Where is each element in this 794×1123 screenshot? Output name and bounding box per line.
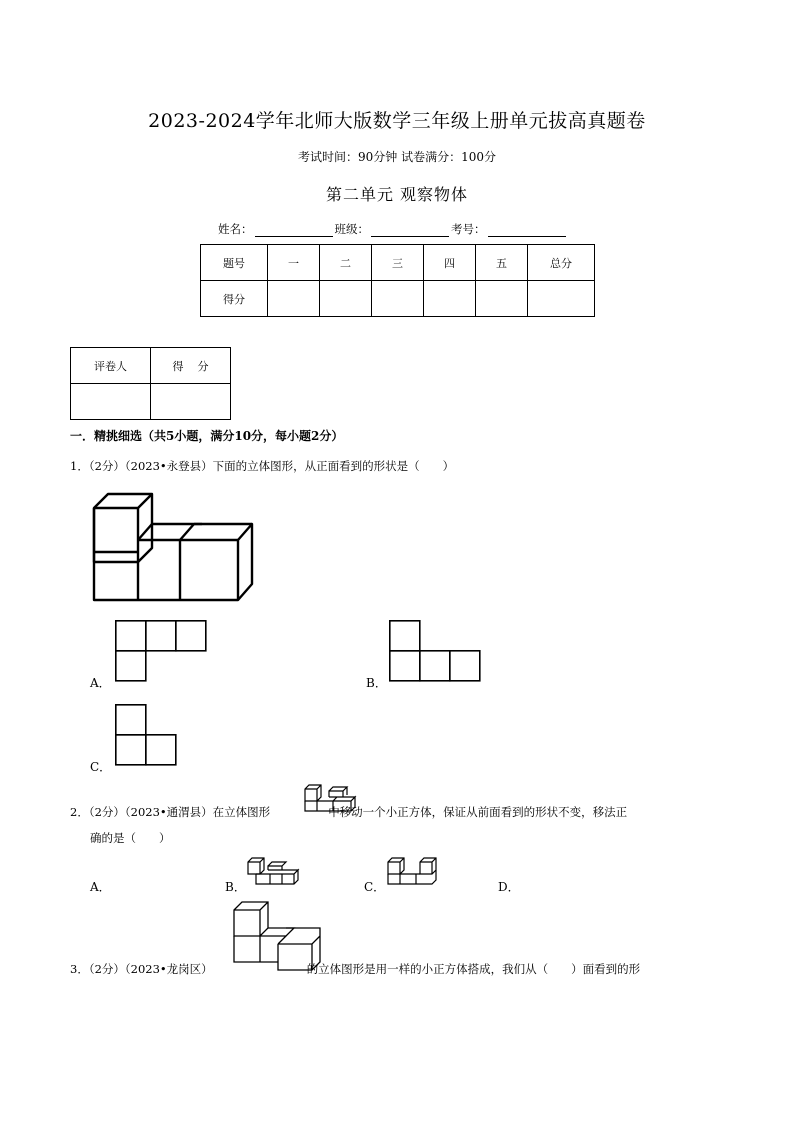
name-blank[interactable] [255, 224, 333, 237]
score-cell[interactable] [320, 281, 372, 317]
grader-table [70, 347, 231, 420]
exam-no-label: 考号： [451, 222, 486, 236]
q3-stem-part2: 的立体图形是用一样的小正方体搭成，我们从（ ）面看到的形 [306, 962, 641, 976]
q1-option-c[interactable]: C． [90, 760, 112, 774]
q2-option-b[interactable]: B． [225, 880, 246, 894]
q2-stem-part1: 2．（2分）（2023•通渭县）在立体图形 [70, 805, 271, 819]
grader-score-label: 得 分 [151, 348, 231, 384]
paper-title: 2023-2024学年北师大版数学三年级上册单元拔高真题卷 [148, 110, 646, 132]
q1-option-b-figure[interactable] [389, 620, 481, 682]
class-label: 班级： [334, 222, 369, 236]
grader-label: 评卷人 [71, 348, 151, 384]
q2-option-b-figure[interactable] [246, 856, 302, 886]
score-header-cell: 二 [320, 245, 372, 281]
q2-option-c[interactable]: C． [364, 880, 386, 894]
score-cell[interactable] [528, 281, 595, 317]
score-cell[interactable] [424, 281, 476, 317]
q2-inline-solid-figure [303, 783, 359, 813]
q1-option-b[interactable]: B． [366, 676, 387, 690]
q1-option-a[interactable]: A． [90, 676, 111, 690]
student-info-line [218, 221, 568, 237]
exam-info: 考试时间：90分钟 试卷满分：100分 [298, 150, 496, 164]
score-table-header-row [201, 245, 595, 281]
score-header-cell: 总分 [528, 245, 595, 281]
q3-stem-part1: 3．（2分）（2023•龙岗区） [70, 962, 213, 976]
score-row-label: 得分 [201, 281, 268, 317]
score-header-cell: 五 [476, 245, 528, 281]
grader-cell[interactable] [71, 384, 151, 420]
grader-score-cell[interactable] [151, 384, 231, 420]
q2-option-a[interactable]: A． [90, 880, 111, 894]
question-2-stem-line2: 确的是（ ） [90, 831, 171, 845]
q2-option-c-figure[interactable] [386, 856, 442, 886]
score-header-cell: 四 [424, 245, 476, 281]
question-1-stem: 1．（2分）（2023•永登县）下面的立体图形，从正面看到的形状是（ ） [70, 459, 455, 473]
q2-stem-part2: 中移动一个小正方体，保证从前面看到的形状不变，移法正 [328, 805, 628, 819]
exam-no-blank[interactable] [488, 224, 566, 237]
q1-solid-figure [88, 490, 258, 605]
section-heading: 一．精挑细选（共5小题，满分10分，每小题2分） [70, 429, 344, 443]
score-header-cell: 一 [268, 245, 320, 281]
question-3-stem [70, 957, 640, 981]
name-label: 姓名： [218, 222, 253, 236]
unit-title: 第二单元 观察物体 [325, 185, 469, 204]
score-header-cell: 题号 [201, 245, 268, 281]
score-cell[interactable] [476, 281, 528, 317]
score-header-cell: 三 [372, 245, 424, 281]
q2-option-d[interactable]: D． [498, 880, 520, 894]
score-cell[interactable] [268, 281, 320, 317]
class-blank[interactable] [371, 224, 449, 237]
q1-option-c-figure[interactable] [115, 704, 177, 766]
score-cell[interactable] [372, 281, 424, 317]
score-table [200, 244, 595, 317]
q1-option-a-figure[interactable] [115, 620, 207, 682]
score-table-score-row [201, 281, 595, 317]
